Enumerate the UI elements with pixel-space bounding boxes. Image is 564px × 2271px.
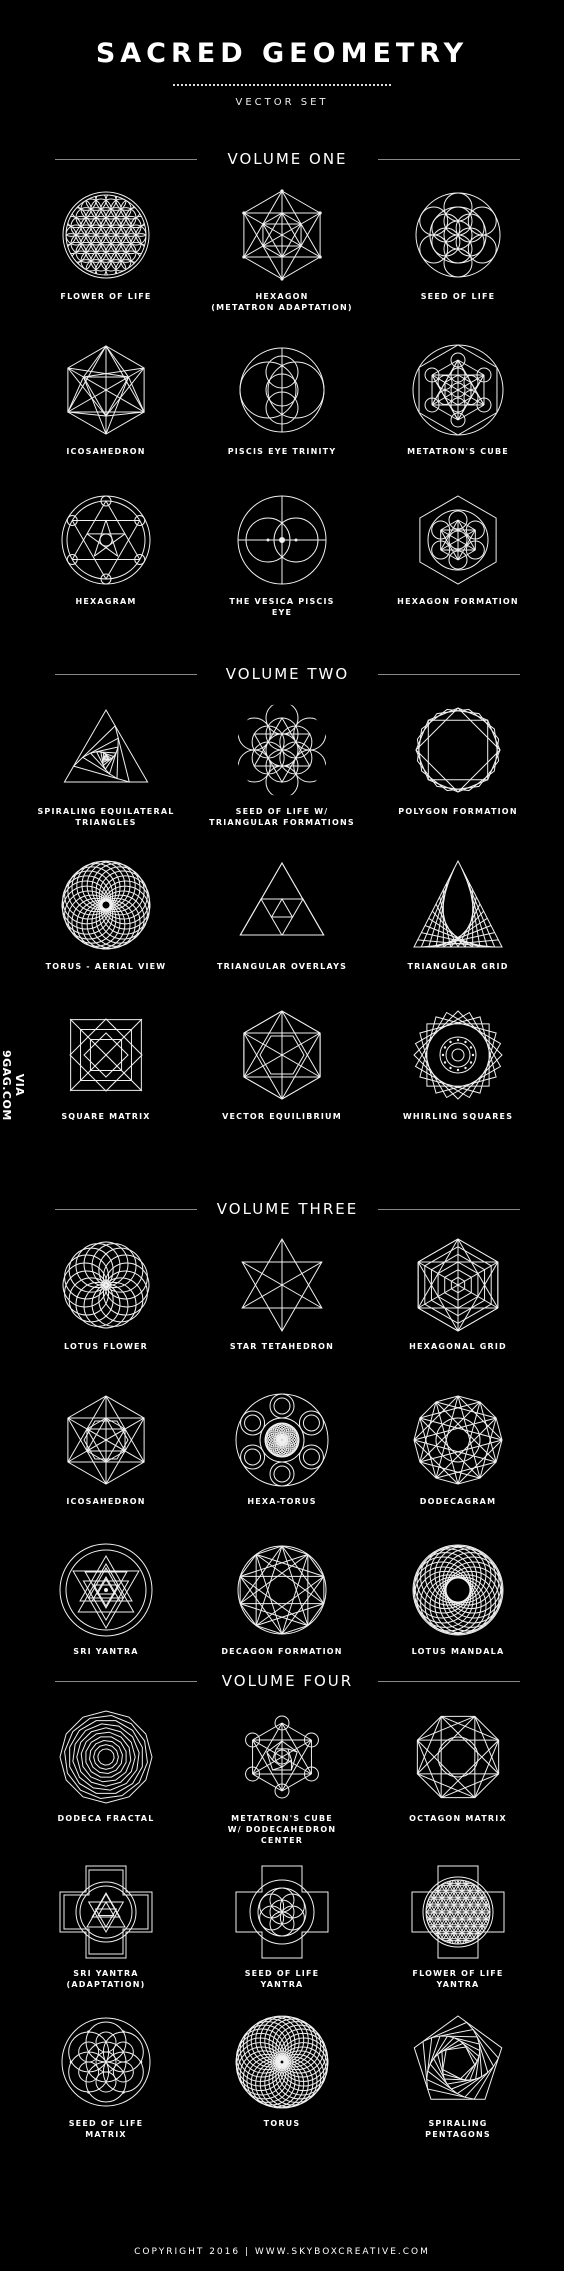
geometry-figure bbox=[383, 1005, 533, 1122]
figure-caption: HEXA-TORUS bbox=[247, 1497, 317, 1506]
figure-caption: POLYGON FORMATION bbox=[398, 807, 518, 816]
geometry-figure bbox=[31, 340, 181, 457]
figure-caption: TRIANGULAR OVERLAYS bbox=[216, 962, 348, 971]
whirlsq-icon bbox=[408, 1005, 508, 1105]
figure-caption: SPIRALING PENTAGONS bbox=[425, 2119, 491, 2139]
figure-caption: FLOWER OF LIFE YANTRA bbox=[412, 1969, 504, 1989]
figure-caption: PISCIS EYE TRINITY bbox=[227, 447, 337, 456]
geometry-figure bbox=[207, 700, 357, 828]
figure-caption: TRIANGULAR GRID bbox=[407, 962, 509, 971]
volume-heading bbox=[55, 150, 520, 170]
geometry-figure bbox=[207, 185, 357, 313]
floweryantra-icon bbox=[408, 1862, 508, 1962]
page-title: SACRED GEOMETRY bbox=[95, 38, 469, 69]
figure-caption: SEED OF LIFE W/ TRIANGULAR FORMATIONS bbox=[209, 807, 355, 827]
page-subtitle: VECTOR SET bbox=[235, 97, 329, 108]
geometry-figure bbox=[207, 2012, 357, 2129]
figure-caption: HEXAGON FORMATION bbox=[397, 597, 519, 606]
sriyantra-icon bbox=[56, 1540, 156, 1640]
octagon-icon bbox=[408, 1707, 508, 1807]
geometry-figure bbox=[31, 490, 181, 607]
figure-caption: LOTUS MANDALA bbox=[411, 1647, 505, 1656]
dodecagram-icon bbox=[408, 1390, 508, 1490]
piscis-icon bbox=[232, 340, 332, 440]
figure-caption: TORUS bbox=[263, 2119, 301, 2128]
figure-caption: DECAGON FORMATION bbox=[221, 1647, 343, 1656]
figure-caption: HEXAGONAL GRID bbox=[409, 1342, 507, 1351]
geometry-figure bbox=[383, 1540, 533, 1657]
figure-caption: ICOSAHEDRON bbox=[66, 447, 146, 456]
figure-caption: SQUARE MATRIX bbox=[61, 1112, 151, 1121]
figure-caption: SEED OF LIFE bbox=[420, 292, 496, 301]
seedtri-icon bbox=[232, 700, 332, 800]
heading-rule-right bbox=[378, 1209, 520, 1210]
geometry-figure bbox=[383, 1707, 533, 1824]
geometry-figure bbox=[383, 490, 533, 607]
figure-caption: SPIRALING EQUILATERAL TRIANGLES bbox=[37, 807, 175, 827]
watermark: VIA 9GAG.COM bbox=[0, 1050, 26, 1121]
figure-caption: DODECAGRAM bbox=[419, 1497, 497, 1506]
volume-title: VOLUME ONE bbox=[227, 150, 348, 168]
geometry-figure bbox=[31, 1005, 181, 1122]
heading-rule-left bbox=[55, 1209, 197, 1210]
lotusmandala-icon bbox=[408, 1540, 508, 1640]
volume-heading bbox=[55, 1672, 520, 1692]
geometry-figure bbox=[207, 1390, 357, 1507]
figure-caption: HEXAGON (METATRON ADAPTATION) bbox=[211, 292, 353, 312]
geometry-figure bbox=[207, 855, 357, 972]
geometry-figure bbox=[207, 340, 357, 457]
figure-caption: SEED OF LIFE YANTRA bbox=[244, 1969, 320, 1989]
geometry-figure bbox=[207, 1862, 357, 1990]
startetra-icon bbox=[232, 1235, 332, 1335]
figure-caption: HEXAGRAM bbox=[75, 597, 137, 606]
hexatorus-icon bbox=[232, 1390, 332, 1490]
spiralpent-icon bbox=[408, 2012, 508, 2112]
geometry-figure bbox=[207, 1005, 357, 1122]
geometry-figure bbox=[31, 185, 181, 302]
sriyantra2-icon bbox=[56, 1862, 156, 1962]
title-dotted-divider bbox=[173, 84, 391, 86]
torus-icon bbox=[232, 2012, 332, 2112]
figure-caption: THE VESICA PISCIS EYE bbox=[229, 597, 335, 617]
hexagram-icon bbox=[56, 490, 156, 590]
volume-heading bbox=[55, 1200, 520, 1220]
geometry-figure bbox=[207, 1540, 357, 1657]
heading-rule-right bbox=[378, 159, 520, 160]
spiraltri-icon bbox=[56, 700, 156, 800]
figure-caption: FLOWER OF LIFE bbox=[60, 292, 152, 301]
figure-caption: WHIRLING SQUARES bbox=[402, 1112, 514, 1121]
heading-rule-left bbox=[55, 674, 197, 675]
heading-rule-right bbox=[378, 1681, 520, 1682]
trigrid-icon bbox=[408, 855, 508, 955]
vectoreq-icon bbox=[232, 1005, 332, 1105]
figure-caption: METATRON'S CUBE W/ DODECAHEDRON CENTER bbox=[227, 1814, 337, 1845]
figure-caption: ICOSAHEDRON bbox=[66, 1497, 146, 1506]
geometry-figure bbox=[31, 1390, 181, 1507]
heading-rule-right bbox=[378, 674, 520, 675]
geometry-figure bbox=[207, 1235, 357, 1352]
geometry-figure bbox=[31, 855, 181, 972]
icosa-icon bbox=[56, 340, 156, 440]
vesica-icon bbox=[232, 490, 332, 590]
hexform-icon bbox=[408, 490, 508, 590]
squarematrix-icon bbox=[56, 1005, 156, 1105]
figure-caption: STAR TETAHEDRON bbox=[229, 1342, 335, 1351]
volume-title: VOLUME TWO bbox=[225, 665, 350, 683]
geometry-figure bbox=[383, 700, 533, 817]
figure-caption: OCTAGON MATRIX bbox=[409, 1814, 507, 1823]
volume-heading bbox=[55, 665, 520, 685]
hexgrid-icon bbox=[408, 1235, 508, 1335]
figure-caption: VECTOR EQUILIBRIUM bbox=[222, 1112, 342, 1121]
torusaerial-icon bbox=[56, 855, 156, 955]
decagon-icon bbox=[232, 1540, 332, 1640]
geometry-figure bbox=[383, 855, 533, 972]
geometry-figure bbox=[383, 2012, 533, 2140]
figure-caption: TORUS - AERIAL VIEW bbox=[45, 962, 167, 971]
seedyantra-icon bbox=[232, 1862, 332, 1962]
figure-caption: SEED OF LIFE MATRIX bbox=[68, 2119, 144, 2139]
geometry-figure bbox=[207, 490, 357, 618]
geometry-figure bbox=[31, 2012, 181, 2140]
geometry-figure bbox=[31, 1540, 181, 1657]
geometry-figure bbox=[383, 340, 533, 457]
volume-title: VOLUME THREE bbox=[216, 1200, 359, 1218]
geometry-figure bbox=[207, 1707, 357, 1846]
geometry-figure bbox=[383, 185, 533, 302]
geometry-figure bbox=[383, 1235, 533, 1352]
figure-caption: METATRON'S CUBE bbox=[407, 447, 509, 456]
trioverlay-icon bbox=[232, 855, 332, 955]
lotus-icon bbox=[56, 1235, 156, 1335]
geometry-figure bbox=[383, 1390, 533, 1507]
footer-copyright: COPYRIGHT 2016 | WWW.SKYBOXCREATIVE.COM bbox=[134, 2247, 430, 2257]
geometry-figure bbox=[31, 1862, 181, 1990]
metatron-icon bbox=[408, 340, 508, 440]
hexmeta-icon bbox=[232, 185, 332, 285]
polygon-icon bbox=[408, 700, 508, 800]
geometry-figure bbox=[383, 1862, 533, 1990]
metadodeca-icon bbox=[232, 1707, 332, 1807]
flower-icon bbox=[56, 185, 156, 285]
geometry-figure bbox=[31, 1235, 181, 1352]
geometry-figure bbox=[31, 1707, 181, 1824]
figure-caption: SRI YANTRA bbox=[73, 1647, 139, 1656]
figure-caption: DODECA FRACTAL bbox=[57, 1814, 155, 1823]
seed-icon bbox=[408, 185, 508, 285]
volume-title: VOLUME FOUR bbox=[221, 1672, 354, 1690]
figure-caption: LOTUS FLOWER bbox=[63, 1342, 149, 1351]
heading-rule-left bbox=[55, 159, 197, 160]
icosa2-icon bbox=[56, 1390, 156, 1490]
figure-caption: SRI YANTRA (ADAPTATION) bbox=[66, 1969, 146, 1989]
heading-rule-left bbox=[55, 1681, 197, 1682]
geometry-figure bbox=[31, 700, 181, 828]
dodecafractal-icon bbox=[56, 1707, 156, 1807]
seedmatrix-icon bbox=[56, 2012, 156, 2112]
